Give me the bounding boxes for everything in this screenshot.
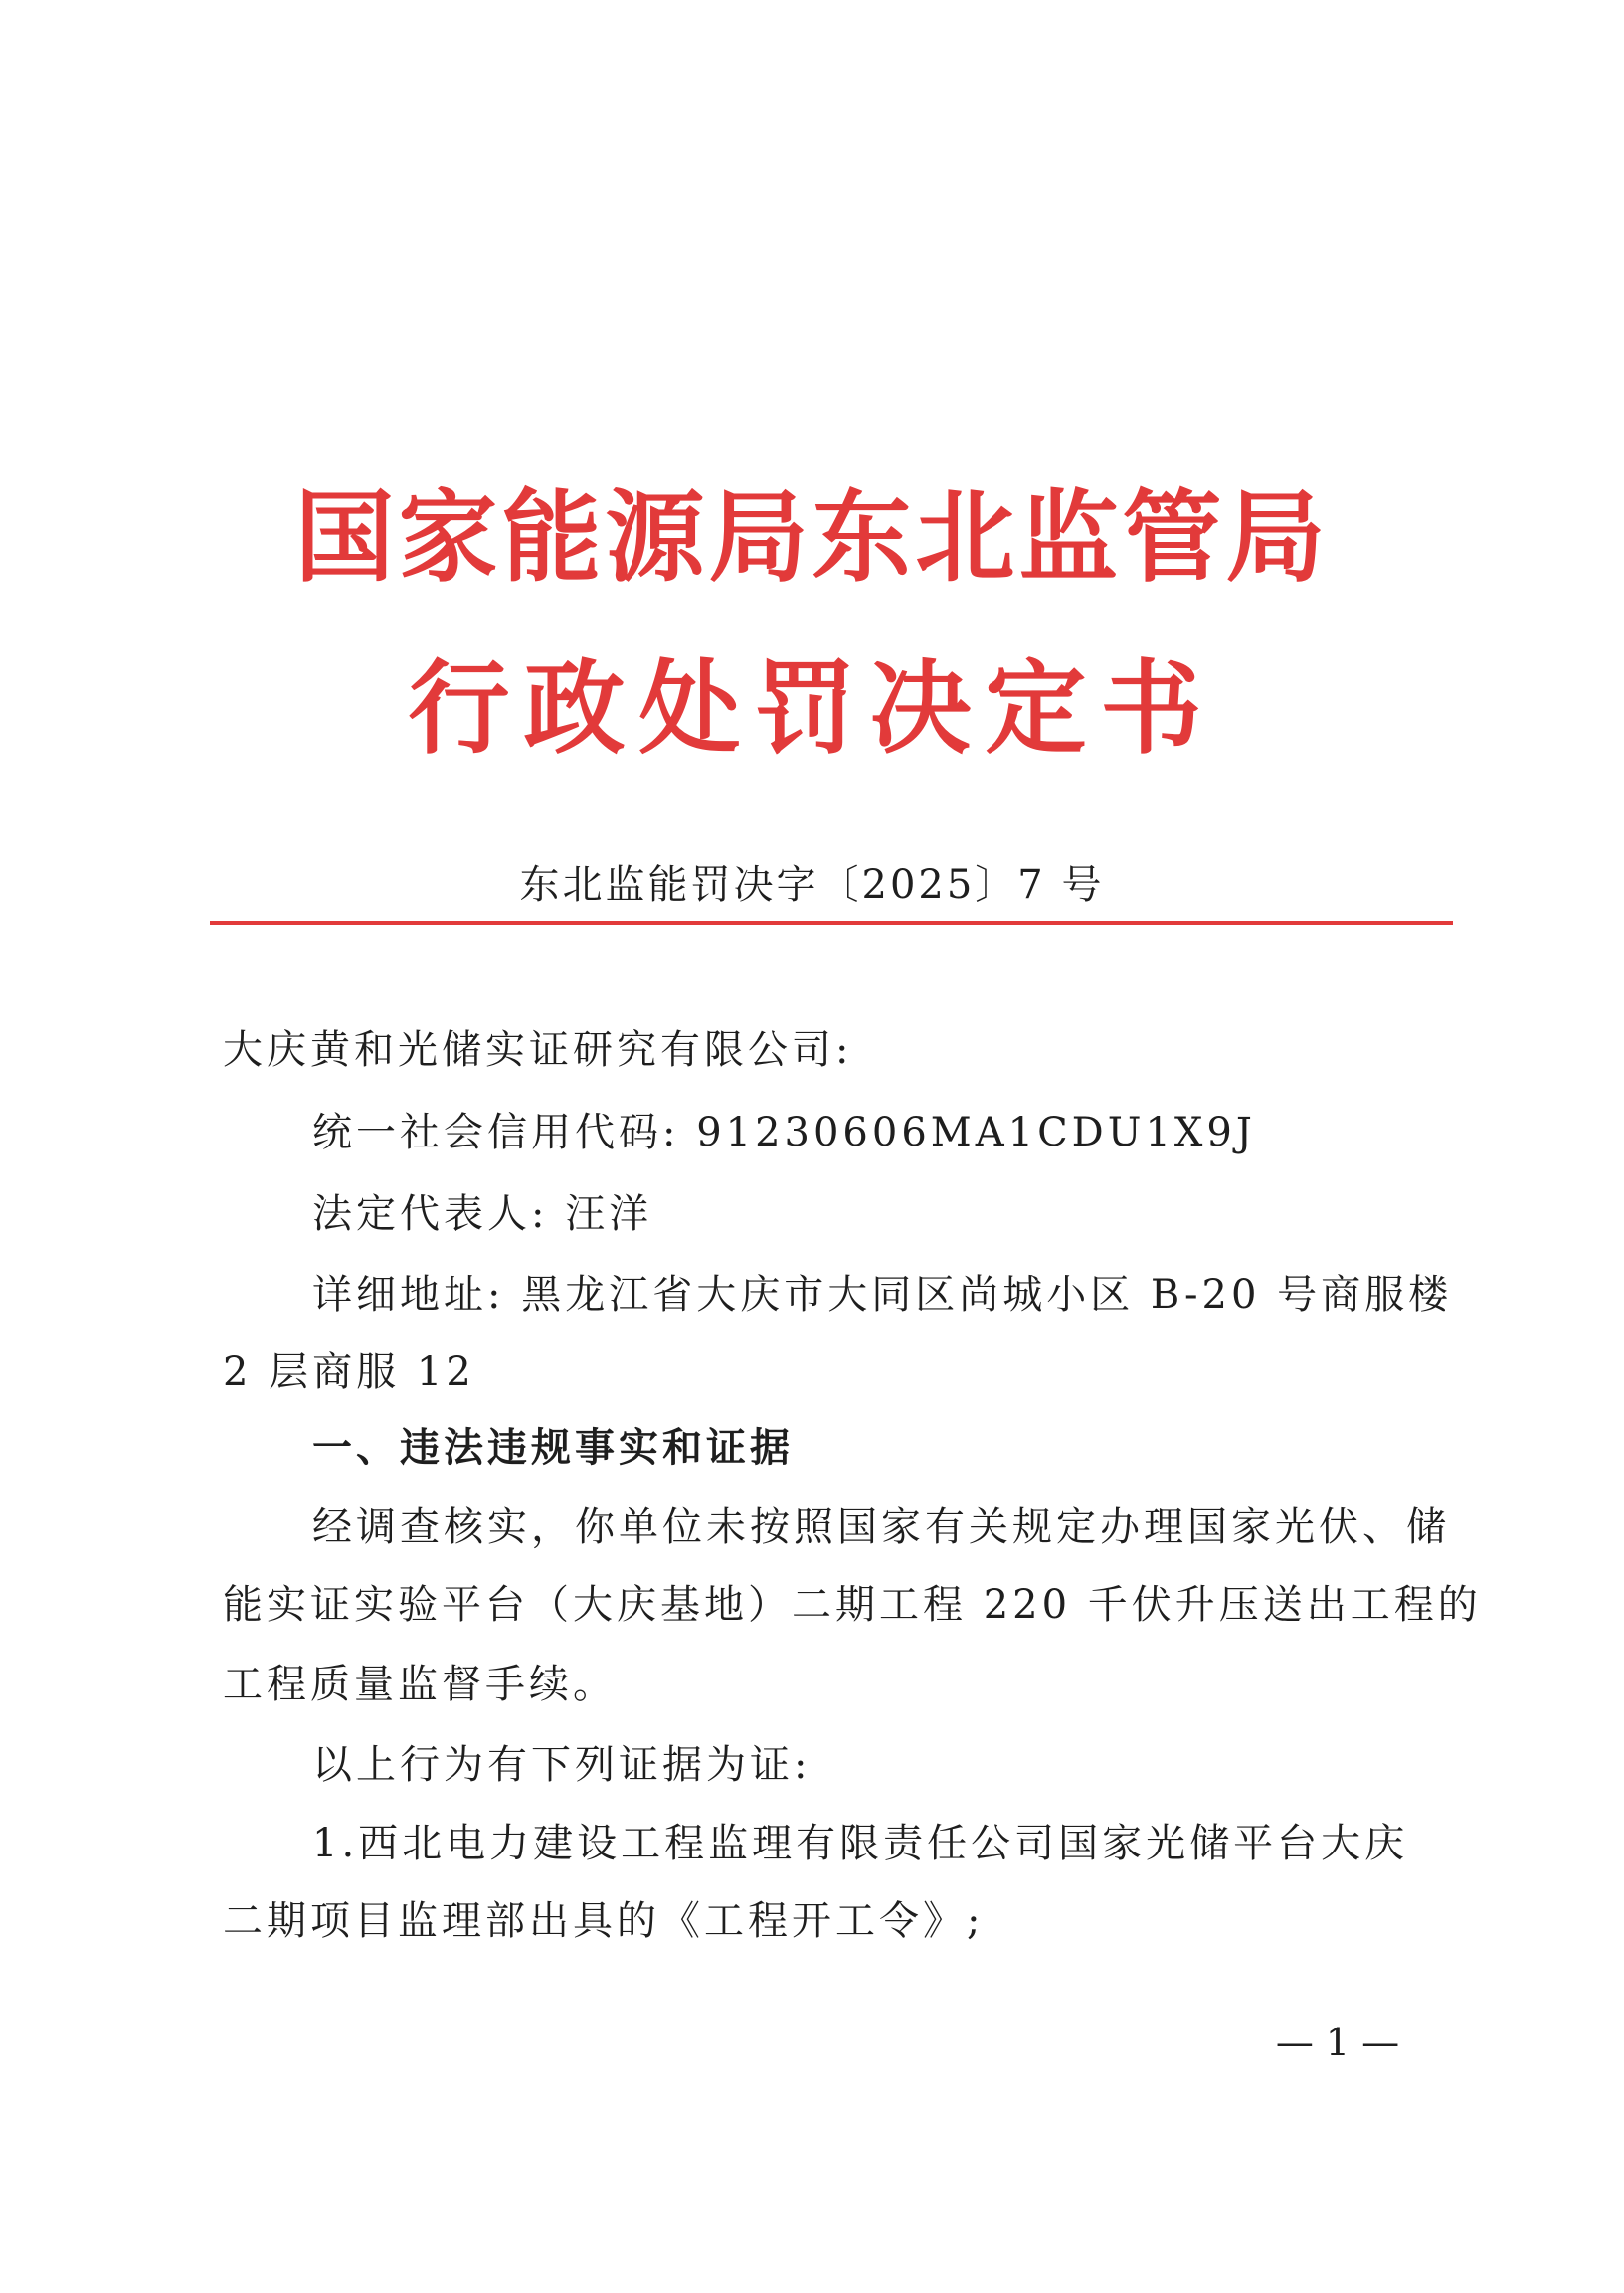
issuer-title: 国家能源局东北监管局 [294, 478, 1330, 596]
red-divider-line [210, 921, 1453, 925]
evidence-intro: 以上行为有下列证据为证: [312, 1742, 812, 1788]
paragraph-1-line-1: 经调查核实，你单位未按照国家有关规定办理国家光伏、储 [312, 1504, 1450, 1550]
address-line-1: 详细地址: 黑龙江省大庆市大同区尚城小区 B-20 号商服楼 [312, 1272, 1453, 1318]
credit-code: 统一社会信用代码: 91230606MA1CDU1X9J [312, 1110, 1256, 1155]
legal-representative: 法定代表人: 汪洋 [312, 1191, 653, 1237]
paragraph-1-line-3: 工程质量监督手续。 [223, 1662, 617, 1707]
evidence-item-1-line-1: 1.西北电力建设工程监理有限责任公司国家光储平台大庆 [312, 1821, 1409, 1866]
evidence-item-1-line-2: 二期项目监理部出具的《工程开工令》; [223, 1898, 985, 1944]
document-number: 东北监能罚决字〔2025〕7 号 [519, 862, 1105, 908]
page-number: — 1 — [1275, 2021, 1400, 2064]
section-heading: 一、违法违规事实和证据 [312, 1425, 794, 1471]
recipient-name: 大庆黄和光储实证研究有限公司: [223, 1027, 853, 1073]
document-type-title: 行政处罚决定书 [408, 649, 1216, 769]
paragraph-1-line-2: 能实证实验平台（大庆基地）二期工程 220 千伏升压送出工程的 [223, 1582, 1482, 1628]
address-line-2: 2 层商服 12 [223, 1349, 475, 1395]
